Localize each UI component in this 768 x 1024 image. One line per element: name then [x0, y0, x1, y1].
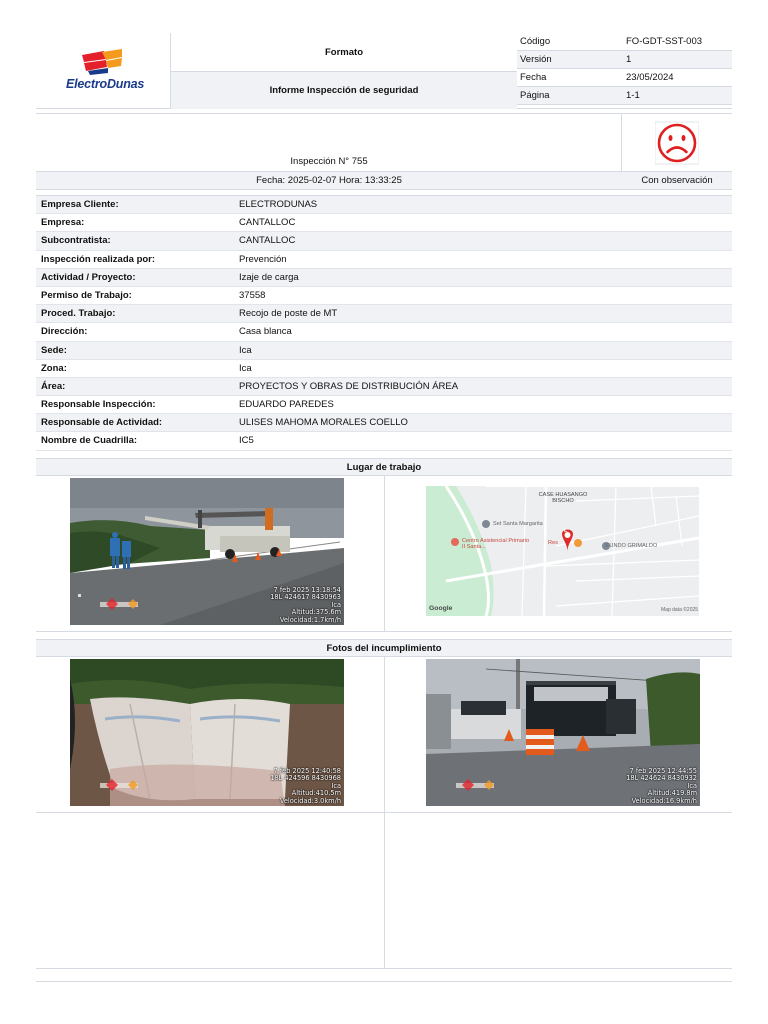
detail-value: Recojo de poste de MT — [239, 308, 338, 320]
map-place-label: Centro Asistencial Primario II Santa... — [462, 538, 530, 551]
detail-row — [36, 342, 732, 360]
meta-value: 1-1 — [626, 90, 640, 101]
inspection-number-cell — [36, 114, 622, 171]
meta-label: Código — [520, 36, 551, 47]
map-brand: Google — [429, 605, 453, 612]
stamp-line: Velocidad:3.0km/h — [279, 796, 341, 805]
stamp-line: Altitud:419.8m — [647, 789, 697, 798]
detail-row — [36, 269, 732, 287]
noncompliance-photo-2[interactable] — [426, 659, 700, 806]
stamp-line: Ica — [331, 600, 341, 609]
meta-value: FO-GDT-SST-003 — [626, 36, 703, 47]
noncompliance-photo-row — [36, 657, 732, 813]
detail-row — [36, 414, 732, 432]
detail-label: Actividad / Proyecto: — [41, 271, 136, 283]
detail-row — [36, 396, 732, 414]
detail-value: Ica — [239, 344, 252, 356]
inspection-status: Con observación — [641, 175, 713, 186]
noncompliance-photo-cell — [384, 657, 732, 812]
page-bottom-divider — [36, 981, 732, 982]
workplace-photo-row — [36, 476, 732, 632]
meta-row-page — [517, 87, 732, 105]
meta-label: Versión — [520, 54, 552, 65]
stamp-line: Ica — [687, 781, 697, 790]
empty-photo-cell — [36, 813, 384, 968]
stamp-line: 7 feb 2025 12:40:58 — [273, 766, 341, 775]
meta-row-date — [517, 69, 732, 87]
noncompliance-photo-cell — [36, 657, 384, 812]
stamp-line: Altitud:375.6m — [291, 608, 341, 617]
detail-label: Subcontratista: — [41, 235, 111, 247]
detail-row — [36, 196, 732, 214]
detail-value: Prevención — [239, 253, 287, 265]
map-pin-letter: L — [564, 528, 568, 534]
photo-timestamp — [270, 587, 341, 624]
detail-label: Sede: — [41, 344, 67, 356]
meta-value: 23/05/2024 — [626, 72, 674, 83]
map-place-label: Set Santa Margarita — [493, 521, 543, 527]
detail-row — [36, 360, 732, 378]
workplace-map-cell — [384, 476, 732, 631]
detail-row — [36, 232, 732, 250]
detail-row — [36, 214, 732, 232]
stamp-line: Velocidad:16.9km/h — [631, 796, 697, 805]
detail-row — [36, 287, 732, 305]
detail-row — [36, 251, 732, 269]
map-road-label: CASE HUASANGO BISCHO — [538, 492, 588, 504]
detail-value: ULISES MAHOMA MORALES COELLO — [239, 417, 408, 429]
stamp-line: Altitud:410.5m — [291, 789, 341, 798]
detail-label: Responsable de Actividad: — [41, 417, 163, 429]
report-header — [36, 33, 732, 109]
map-place-label: Res — [548, 540, 558, 546]
meta-row-version — [517, 51, 732, 69]
photo-timestamp — [270, 768, 341, 805]
stamp-line: 7 feb 2025 13:18:54 — [273, 585, 341, 594]
inspection-status-icon-cell — [622, 114, 732, 171]
detail-label: Nombre de Cuadrilla: — [41, 435, 138, 447]
empty-photo-cell — [384, 813, 732, 968]
sad-face-icon — [655, 121, 699, 165]
map-attribution: Map data ©2025 — [661, 607, 699, 613]
workplace-section-title: Lugar de trabajo — [36, 458, 732, 476]
detail-row — [36, 305, 732, 323]
stamp-line: 18L 424596 8430968 — [270, 774, 341, 783]
stamp-line: 18L 424617 8430963 — [270, 593, 341, 602]
document-meta-table — [517, 33, 732, 105]
detail-label: Dirección: — [41, 326, 88, 338]
stamp-line: 18L 424624 8430932 — [626, 774, 697, 783]
meta-row-code — [517, 33, 732, 51]
inspection-number: Inspección N° 755 — [290, 156, 368, 167]
logo-text: ElectroDunas — [66, 77, 145, 91]
company-logo — [36, 33, 171, 109]
format-label: Formato — [171, 33, 517, 72]
detail-label: Empresa Cliente: — [41, 199, 119, 210]
report-title: Informe Inspección de seguridad — [171, 72, 517, 109]
detail-value: IC5 — [239, 435, 254, 447]
noncompliance-photo-1[interactable] — [70, 659, 344, 806]
logo-mark-icon — [80, 49, 124, 75]
detail-row — [36, 378, 732, 396]
map-place-label: FUNDO GRIMALDO — [606, 543, 658, 549]
detail-label: Inspección realizada por: — [41, 253, 156, 265]
stamp-line: Ica — [331, 781, 341, 790]
detail-value: Izaje de carga — [239, 271, 299, 283]
detail-value: ELECTRODUNAS — [239, 199, 318, 210]
detail-value: CANTALLOC — [239, 217, 296, 229]
detail-row — [36, 323, 732, 341]
title-cell — [171, 33, 517, 109]
inspection-date: Fecha: 2025-02-07 Hora: 13:33:25 — [256, 175, 402, 186]
noncompliance-section-title: Fotos del incumplimiento — [36, 639, 732, 657]
workplace-photo-cell — [36, 476, 384, 631]
meta-label: Página — [520, 90, 550, 101]
inspection-details-table — [36, 195, 732, 451]
map-tiles — [426, 486, 699, 616]
detail-label: Proced. Trabajo: — [41, 308, 116, 320]
detail-label: Responsable Inspección: — [41, 399, 156, 411]
detail-value: Ica — [239, 362, 252, 374]
meta-label: Fecha — [520, 72, 547, 83]
stamp-line: 7 feb 2025 12:44:55 — [629, 766, 697, 775]
detail-value: CANTALLOC — [239, 235, 296, 247]
detail-label: Empresa: — [41, 217, 85, 229]
empty-photo-row — [36, 813, 732, 969]
detail-value: 37558 — [239, 289, 266, 301]
report-page — [36, 33, 732, 805]
inspection-banner — [36, 113, 732, 189]
detail-row — [36, 432, 732, 450]
detail-label: Área: — [41, 380, 66, 392]
stamp-line: Velocidad:1.7km/h — [279, 615, 341, 624]
detail-value: PROYECTOS Y OBRAS DE DISTRIBUCIÓN ÁREA — [239, 380, 459, 392]
location-map[interactable] — [426, 486, 699, 616]
workplace-photo[interactable] — [70, 478, 344, 625]
photo-timestamp — [626, 768, 697, 805]
meta-value: 1 — [626, 54, 632, 65]
detail-label: Zona: — [41, 362, 67, 374]
detail-value: EDUARDO PAREDES — [239, 399, 334, 411]
detail-label: Permiso de Trabajo: — [41, 289, 132, 301]
detail-value: Casa blanca — [239, 326, 292, 338]
inspection-date-row — [36, 171, 732, 190]
